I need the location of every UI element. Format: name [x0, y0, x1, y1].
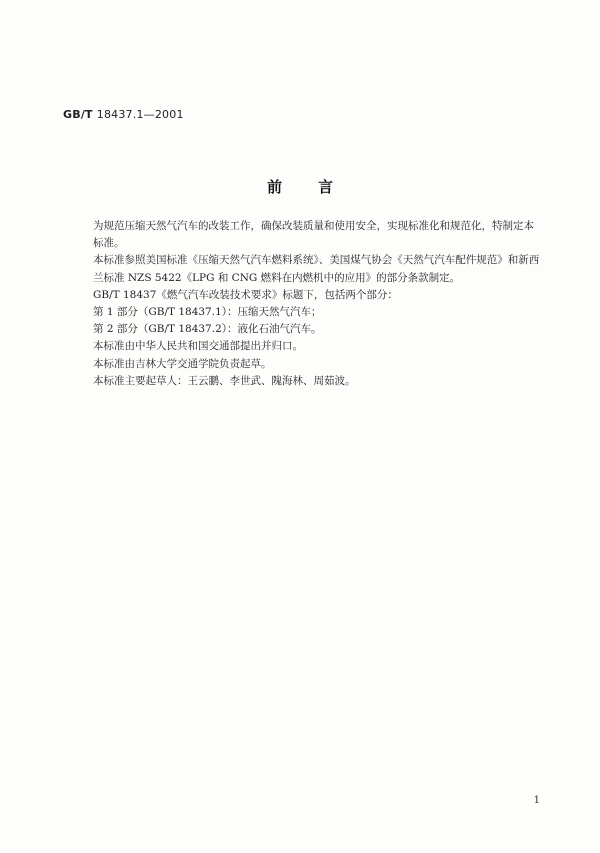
paragraph-part-1: 第 1 部分（GB/T 18437.1）：压缩天然气汽车； — [93, 306, 322, 319]
paragraph-proposer: 本标准由中华人民共和国交通部提出并归口。 — [93, 340, 303, 353]
page-title: 前言 — [266, 178, 369, 196]
paragraph-purpose: 为规范压缩天然气汽车的改装工作，确保改装质量和使用安全，实现标准化和规范化，特制定本标准。 — [93, 220, 534, 250]
standard-prefix: GB/T — [63, 108, 93, 121]
paragraph-part-2: 第 2 部分（GB/T 18437.2）：液化石油气汽车。 — [93, 323, 322, 336]
paragraph-references: 本标准参照美国标准《压缩天然气汽车燃料系统》、美国煤气协会《天然气汽车配件规范》和新西兰标准 NZS 5422《LPG 和 CNG 燃料在内燃机中的应用》的部分条款制定。 — [93, 254, 540, 284]
standard-code — [63, 108, 184, 121]
paragraph-parts-intro: GB/T 18437《燃气汽车改装技术要求》标题下，包括两个部分： — [93, 288, 398, 301]
foreword-body — [93, 218, 543, 390]
paragraph-drafters: 本标准主要起草人：王云鹏、李世武、隗海林、周茹波。 — [93, 374, 356, 387]
standard-number: 18437.1—2001 — [96, 108, 184, 121]
paragraph-drafting-org: 本标准由吉林大学交通学院负责起草。 — [93, 357, 272, 370]
page-number: 1 — [533, 795, 540, 806]
